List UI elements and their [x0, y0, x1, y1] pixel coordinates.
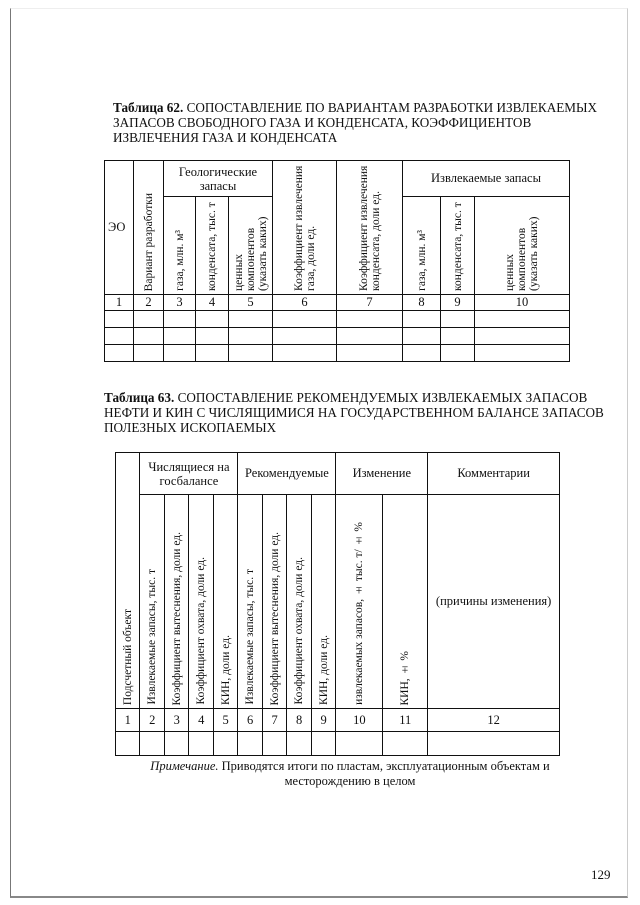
table63-header-rec-reserves: Извлекаемые запасы, тыс. т — [238, 495, 262, 709]
table63-col-number: 11 — [383, 709, 428, 732]
table63-col-number: 3 — [164, 709, 188, 732]
table62-header-extract-group: Извлекаемые запасы — [403, 161, 570, 197]
table62-number-row — [105, 295, 570, 311]
table63-col-number: 10 — [336, 709, 383, 732]
table62-header-gas: газа, млн. м³ — [164, 197, 196, 295]
table63-title: СОПОСТАВЛЕНИЕ РЕКОМЕНДУЕМЫХ ИЗВЛЕКАЕМЫХ ЗАПАСОВ НЕФТИ И КИН С ЧИСЛЯЩИМИСЯ НА ГОСУДАРСТВЕННОМ БАЛАНСЕ ЗАПАСОВ ПОЛЕЗНЫХ ИСКОПАЕМЫХ — [104, 390, 604, 435]
note-text: Приводятся итоги по пластам, эксплуатационным объектам и месторождению в целом — [218, 759, 550, 788]
table62-title: СОПОСТАВЛЕНИЕ ПО ВАРИАНТАМ РАЗРАБОТКИ ИЗВЛЕКАЕМЫХ ЗАПАСОВ СВОБОДНОГО ГАЗА И КОНДЕНСАТА, КОЭФФИЦИЕНТОВ ИЗВЛЕЧЕНИЯ ГАЗА И КОНДЕНСАТА — [113, 100, 598, 145]
table62-col-number: 8 — [403, 295, 441, 311]
table63-header-change-kin: КИН, ± % — [383, 495, 428, 709]
table62-header-geo-group: Геологические запасы — [164, 161, 273, 197]
table-row — [105, 311, 570, 328]
table63-header-reasons: (причины изменения) — [428, 495, 560, 709]
table63-col-number: 2 — [140, 709, 164, 732]
table62-col-number: 7 — [337, 295, 403, 311]
table62-label: Таблица 62. — [113, 100, 184, 115]
table-row — [105, 328, 570, 345]
table63-header-change-group: Изменение — [336, 453, 428, 495]
table-row — [116, 732, 560, 756]
note-label: Примечание. — [150, 759, 219, 773]
table63-header-recommended-group: Рекомендуемые — [238, 453, 336, 495]
table63-header-rec-kin: КИН, доли ед. — [311, 495, 336, 709]
table62-col-number: 6 — [273, 295, 337, 311]
table62-caption — [113, 100, 613, 145]
table63-header-displacement: Коэффициент вытеснения, доли ед. — [164, 495, 188, 709]
table63-header-rec-coverage: Коэффициент охвата, доли ед. — [287, 495, 311, 709]
table62-col-number: 5 — [229, 295, 273, 311]
table63-header-rec-displacement: Коэффициент вытеснения, доли ед. — [262, 495, 286, 709]
table63-col-number: 6 — [238, 709, 262, 732]
table63-header-change-reserves: извлекаемых запасов, ± тыс. т/ ± % — [336, 495, 383, 709]
table62-header-cond-coef: Коэффициент извлечения конденсата, доли ед. — [337, 161, 403, 295]
table63-col-number: 12 — [428, 709, 560, 732]
table62-col-number: 9 — [441, 295, 475, 311]
table62-header-ex-valuable: ценных компонентов (указать каких) — [475, 197, 570, 295]
table62-header-condensate: конденсата, тыс. т — [196, 197, 229, 295]
table62-header-variant: Вариант разработки — [134, 161, 164, 295]
table62-col-number: 1 — [105, 295, 134, 311]
table63-col-number: 4 — [189, 709, 213, 732]
table63-col-number: 9 — [311, 709, 336, 732]
table62-col-number: 4 — [196, 295, 229, 311]
table63-header-listed-group: Числящиеся на госбалансе — [140, 453, 238, 495]
table63 — [115, 452, 560, 756]
table62-header-valuable: ценных компонентов (указать каких) — [229, 197, 273, 295]
table63-col-number: 5 — [213, 709, 237, 732]
table63-col-number: 1 — [116, 709, 140, 732]
table62-header-ex-gas: газа, млн. м³ — [403, 197, 441, 295]
table63-header-kin: КИН, доли ед. — [213, 495, 237, 709]
page-number: 129 — [591, 867, 611, 882]
table63-note — [130, 759, 570, 789]
table62-col-number: 2 — [134, 295, 164, 311]
table63-header-object: Подсчетный объект — [116, 453, 140, 709]
table63-label: Таблица 63. — [104, 390, 175, 405]
table63-header-comments-group: Комментарии — [428, 453, 560, 495]
table62-col-number: 10 — [475, 295, 570, 311]
table63-header-coverage: Коэффициент охвата, доли ед. — [189, 495, 213, 709]
table63-number-row — [116, 709, 560, 732]
table62-header-gas-coef: Коэффициент извлечения газа, доли ед. — [273, 161, 337, 295]
table62 — [104, 160, 570, 362]
table62-col-number: 3 — [164, 295, 196, 311]
table63-header-reserves: Извлекаемые запасы, тыс. т — [140, 495, 164, 709]
table62-header-eo: ЭО — [105, 161, 134, 295]
table63-caption — [104, 390, 604, 435]
table-row — [105, 345, 570, 362]
table63-col-number: 7 — [262, 709, 286, 732]
table62-header-ex-condensate: конденсата, тыс. т — [441, 197, 475, 295]
table63-col-number: 8 — [287, 709, 311, 732]
